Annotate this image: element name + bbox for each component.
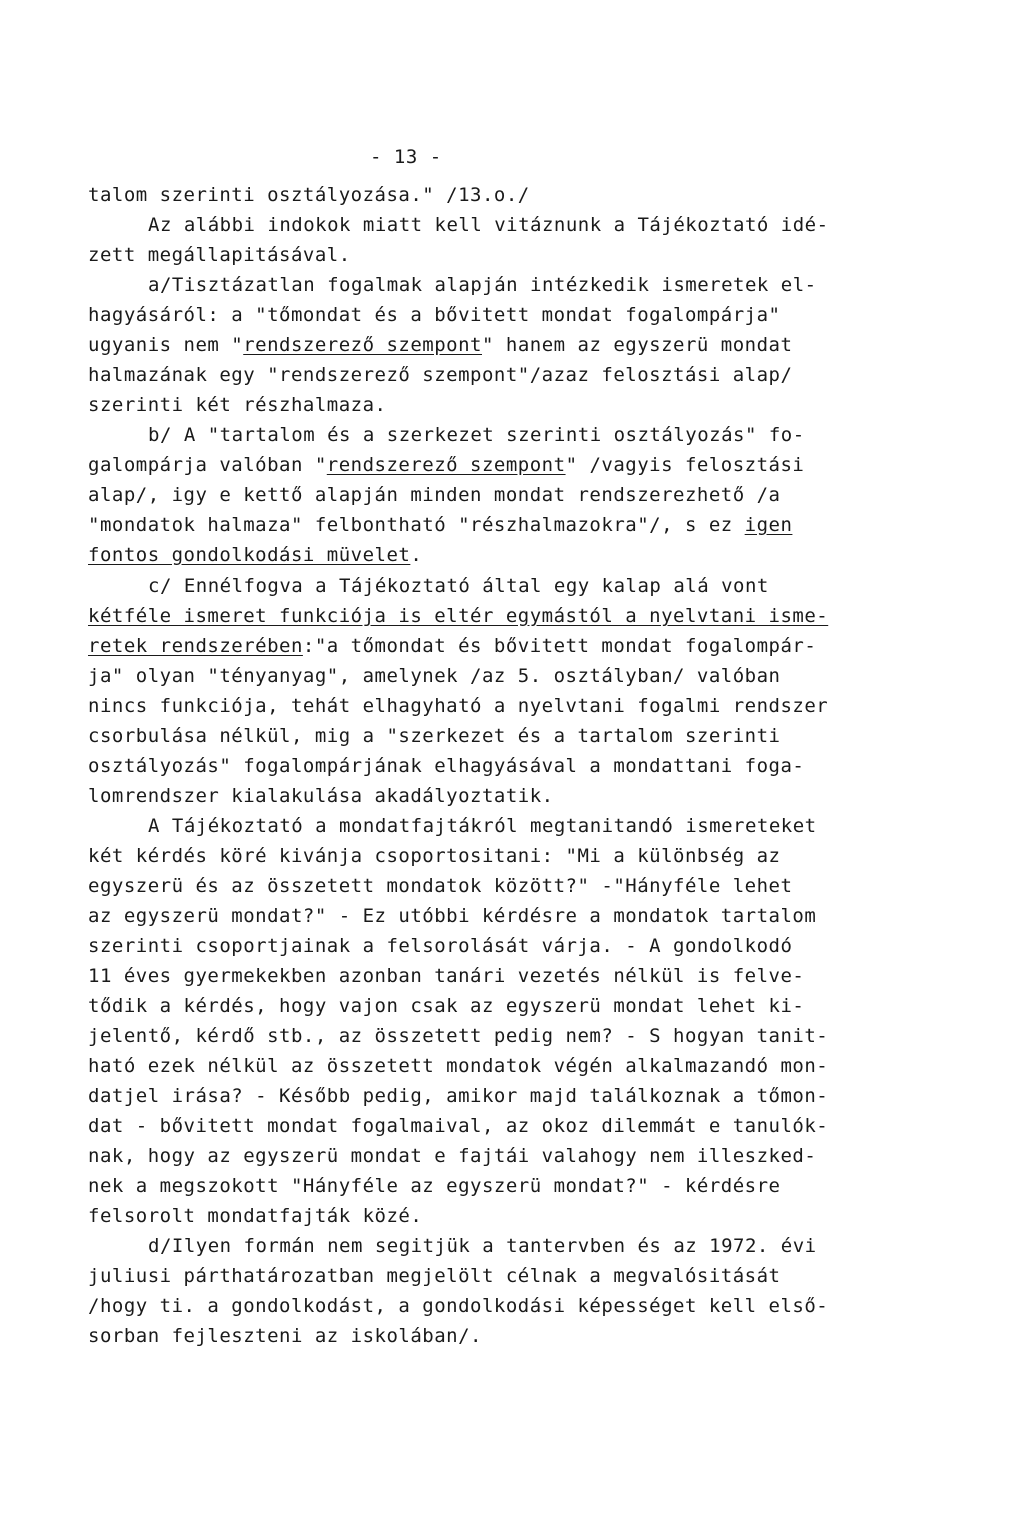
text-run: " /vagyis felosztási: [565, 454, 805, 476]
text-run: egyszerü és az összetett mondatok között?" -"Hányféle lehet: [88, 875, 793, 897]
text-line: [88, 994, 804, 1018]
text-line: [88, 604, 828, 628]
underlined-text: igen: [744, 514, 793, 536]
text-line: [88, 1174, 780, 1198]
text-line: [88, 1294, 828, 1318]
text-run: :"a tőmondat és bővitett mondat fogalompár-: [302, 635, 817, 657]
text-line: [88, 784, 554, 808]
page-number: - 13 -: [370, 146, 442, 168]
text-run: tődik a kérdés, hogy vajon csak az egyszerü mondat lehet ki-: [88, 995, 805, 1017]
text-run: A Tájékoztató a mondatfajtákról megtanitandó ismereteket: [148, 815, 817, 837]
text-run: dat - bővitett mondat fogalmaival, az okoz dilemmát e tanulók-: [88, 1115, 829, 1137]
text-run: nincs funkciója, tehát elhagyható a nyelvtani fogalmi rendszer: [88, 695, 829, 717]
text-line: [88, 483, 780, 507]
text-run: sorban fejleszteni az iskolában/.: [88, 1325, 482, 1347]
text-run: ugyanis nem ": [88, 334, 244, 356]
text-run: ja" olyan "tényanyag", amelynek /az 5. osztályban/ valóban: [88, 665, 781, 687]
text-run: .: [410, 544, 423, 566]
text-line: [88, 964, 804, 988]
underlined-text: rendszerező szempont: [326, 454, 566, 476]
text-run: ható ezek nélkül az összetett mondatok végén alkalmazandó mon-: [88, 1055, 829, 1077]
text-run: nek a megszokott "Hányféle az egyszerü mondat?" - kérdésre: [88, 1175, 781, 1197]
text-line: [88, 874, 792, 898]
text-run: osztályozás" fogalompárjának elhagyásával a mondattani foga-: [88, 755, 805, 777]
text-line: [88, 333, 792, 357]
underlined-text: kétféle ismeret funkciója is eltér egymástól a nyelvtani isme-: [88, 605, 829, 627]
text-run: d/Ilyen formán nem segitjük a tantervben és az 1972. évi: [148, 1235, 817, 1257]
text-line: [88, 724, 780, 748]
text-line: [88, 453, 804, 477]
text-line: [88, 1264, 780, 1288]
text-run: két kérdés köré kivánja csoportositani: "Mi a különbség az: [88, 845, 781, 867]
text-line: [88, 393, 386, 417]
text-run: szerinti két részhalmaza.: [88, 394, 387, 416]
underlined-text: fontos gondolkodási müvelet: [88, 544, 411, 566]
text-run: szerinti csoportjainak a felsorolását várja. - A gondolkodó: [88, 935, 793, 957]
text-run: talom szerinti osztályozása." /13.o./: [88, 184, 530, 206]
text-line: [88, 363, 792, 387]
text-line: [88, 1324, 482, 1348]
text-line: [88, 303, 780, 327]
text-line: [148, 213, 829, 237]
text-line: [148, 814, 817, 838]
text-run: "mondatok halmaza" felbontható "részhalmazokra"/, s ez: [88, 514, 745, 536]
text-line: [88, 1144, 816, 1168]
text-line: [88, 754, 804, 778]
text-line: [148, 273, 817, 297]
text-line: [88, 664, 780, 688]
text-run: " hanem az egyszerü mondat: [482, 334, 793, 356]
text-run: alap/, igy e kettő alapján minden mondat rendszerezhető /a: [88, 484, 781, 506]
text-run: juliusi párthatározatban megjelölt célnak a megvalósitását: [88, 1265, 781, 1287]
text-line: [148, 423, 805, 447]
text-run: galompárja valóban ": [88, 454, 327, 476]
text-line: [88, 1084, 828, 1108]
text-run: nak, hogy az egyszerü mondat e fajtái valahogy nem illeszked-: [88, 1145, 817, 1167]
text-run: jelentő, kérdő stb., az összetett pedig nem? - S hogyan tanit-: [88, 1025, 829, 1047]
text-line: [88, 904, 816, 928]
text-run: hagyásáról: a "tőmondat és a bővitett mondat fogalompárja": [88, 304, 781, 326]
text-run: /hogy ti. a gondolkodást, a gondolkodási képességet kell első-: [88, 1295, 829, 1317]
text-run: az egyszerü mondat?" - Ez utóbbi kérdésre a mondatok tartalom: [88, 905, 817, 927]
text-line: [88, 844, 780, 868]
underlined-text: rendszerező szempont: [243, 334, 482, 356]
text-run: 11 éves gyermekekben azonban tanári vezetés nélkül is felve-: [88, 965, 805, 987]
text-line: [88, 243, 351, 267]
text-line: [88, 634, 816, 658]
text-run: halmazának egy "rendszerező szempont"/azaz felosztási alap/: [88, 364, 793, 386]
text-run: datjel irása? - Később pedig, amikor majd találkoznak a tőmon-: [88, 1085, 829, 1107]
text-run: zett megállapitásával.: [88, 244, 351, 266]
text-run: a/Tisztázatlan fogalmak alapján intézkedik ismeretek el-: [148, 274, 817, 296]
text-line: [148, 1234, 817, 1258]
text-line: [88, 1204, 422, 1228]
text-run: felsorolt mondatfajták közé.: [88, 1205, 423, 1227]
text-run: c/ Ennélfogva a Tájékoztató által egy kalap alá vont: [148, 575, 769, 597]
text-line: [88, 1024, 828, 1048]
text-line: [88, 934, 792, 958]
text-line: [88, 513, 792, 537]
underlined-text: retek rendszerében: [88, 635, 303, 657]
text-run: b/ A "tartalom és a szerkezet szerinti osztályozás" fo-: [148, 424, 805, 446]
text-line: [88, 1054, 828, 1078]
text-run: csorbulása nélkül, mig a "szerkezet és a tartalom szerinti: [88, 725, 781, 747]
text-line: [88, 1114, 828, 1138]
text-run: Az alábbi indokok miatt kell vitáznunk a Tájékoztató idé-: [148, 214, 829, 236]
text-line: [88, 543, 422, 567]
text-line: [88, 694, 828, 718]
text-run: lomrendszer kialakulása akadályoztatik.: [88, 785, 554, 807]
text-line: [148, 574, 769, 598]
text-line: [88, 183, 530, 207]
